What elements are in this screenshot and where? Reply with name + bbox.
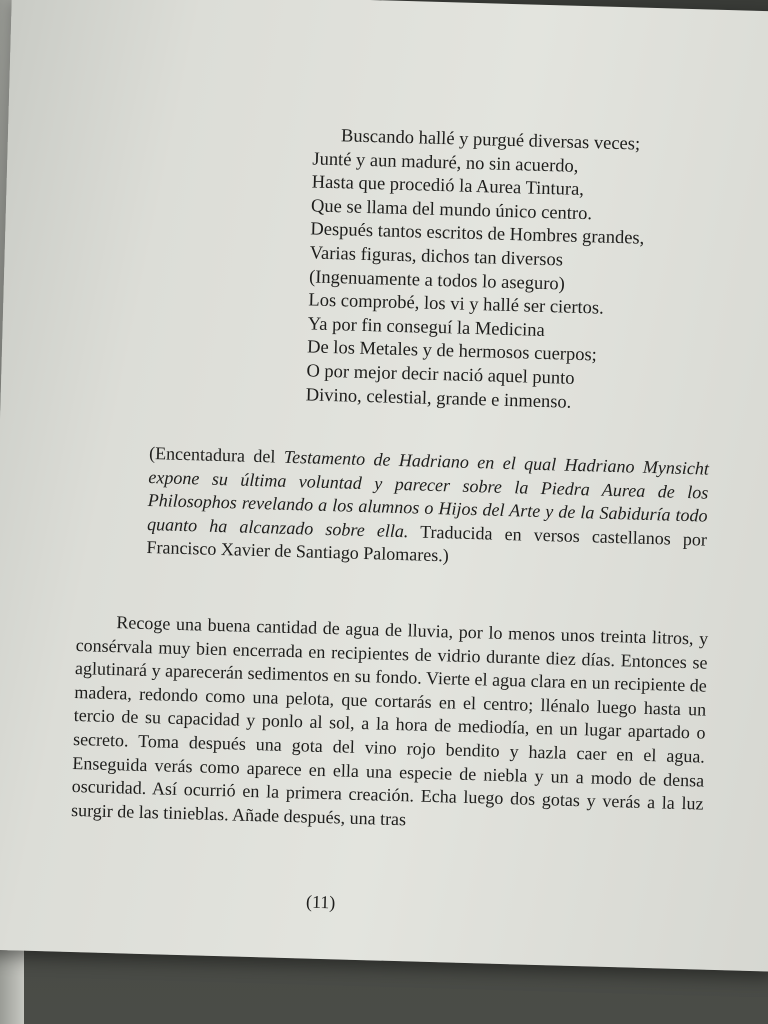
note-text: (Encentadura del	[148, 443, 285, 467]
note-title-italic: Testamento de Hadriano en el qual Hadriano Mynsicht expone su última voluntad y parecer sobre la Piedra Aurea de los Philosophos revelando a los alumnos o Hijos del Arte y de la Sabiduría todo quanto ha alcanzado sobre ella.	[146, 446, 710, 541]
body-paragraph	[71, 610, 709, 840]
page-number: (11)	[305, 891, 336, 913]
poem-line: De los Metales y de hermosos cuerpos;	[306, 337, 598, 366]
poem-line: (Ingenuamente a todos lo aseguro)	[308, 266, 566, 295]
poem-line: O por mejor decir nació aquel punto	[306, 361, 575, 389]
poem-line: Que se llama del mundo único centro.	[310, 196, 593, 225]
paragraph-indent	[76, 627, 116, 628]
paragraph-text: Recoge una buena cantidad de agua de lluvia, por lo menos unos treinta litros, y consérvala muy bien encerrada en recipientes de vidrio durante diez días. Entonces se aglutinará y aparecerán sedimentos en su fondo. Vierte el agua clara en un recipiente de madera, redondo como una pelota, que cortarás en el centro; llénalo luego hasta un tercio de su capacidad y ponlo al sol, a la hora de mediodía, en un lugar apartado o secreto. Toma después una gota del vino rojo bendito y hazla caer en el agua. Enseguida verás como aparece en ella una especie de niebla y un a modo de densa oscuridad. Así ocurrió en la primera creación. Echa luego dos gotas y verás a la luz surgir de las tinieblas. Añade después, una tras	[70, 612, 709, 830]
poem-line: Después tantos escritos de Hombres grandes,	[310, 219, 645, 250]
poem-line: Varias figuras, dichos tan diversos	[309, 243, 564, 271]
poem-line: Hasta que procedió la Aurea Tintura,	[311, 172, 585, 201]
poem-line: Ya por fin conseguí la Medicina	[307, 314, 546, 341]
source-note	[146, 442, 709, 575]
poem-line: Junté y aun maduré, no sin acuerdo,	[312, 149, 579, 177]
poem-line: Los comprobé, los vi y hallé ser ciertos.	[308, 290, 605, 319]
poem-line: Buscando hallé y purgué diversas veces;	[340, 126, 641, 155]
poem-line: Divino, celestial, grande e inmenso.	[305, 384, 572, 413]
poem	[305, 124, 733, 419]
note-translation: Traducida en versos castellanos por Francisco Xavier de Santiago Palomares.)	[146, 520, 708, 566]
